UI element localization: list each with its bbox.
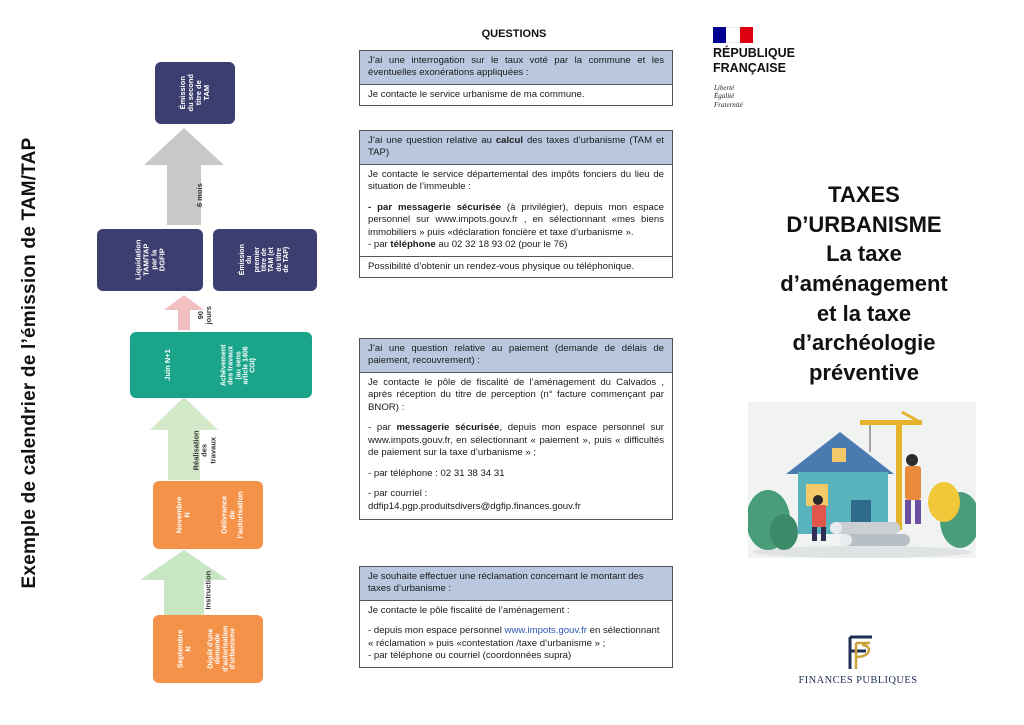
- answer-reclamation-espace-pre: - depuis mon espace personnel: [368, 625, 505, 637]
- block-second-title: [155, 62, 235, 124]
- answer-paiement-courriel-label: - par courriel :: [368, 488, 428, 500]
- block-delivrance-text: Délivrance de l’autorisation: [219, 491, 245, 539]
- answer-calcul-tel-pre: - par: [368, 239, 391, 251]
- answer-paiement-messagerie: [368, 422, 664, 459]
- question-box-reclamation: [359, 566, 673, 668]
- answer-reclamation: [360, 601, 672, 667]
- answer-calcul-telephone: [368, 239, 664, 251]
- block-novembre: [153, 481, 263, 549]
- block-septembre-date: Septembre N: [175, 629, 193, 669]
- question-taux: J’ai une interrogation sur le taux voté par la commune et les éventuelles exonérations appliquées :: [360, 51, 672, 85]
- answer-calcul-msg-bold: - par messagerie sécurisée: [368, 201, 501, 213]
- title-line3: La taxe: [826, 241, 902, 267]
- answer-paiement-msg-bold: messagerie sécurisée: [396, 422, 500, 434]
- answer-calcul-msg-text: (à privilégier), depuis mon espace personnel sur www.impots.gouv.fr , en sélectionnant «mes biens immobiliers » puis «déclaration foncière et taxe d’urbanisme ».: [368, 201, 664, 238]
- title-line1: TAXES: [828, 182, 900, 207]
- question-calcul: [360, 131, 672, 165]
- document-title: [745, 180, 983, 388]
- answer-paiement-courriel-address: ddfip14.pgp.produitsdivers@dgfip.finances.gouv.fr: [368, 500, 581, 512]
- answer-calcul-tel-bold: téléphone: [390, 239, 436, 251]
- answer-reclamation-intro: Je contacte le pôle fiscalité de l’aménagement :: [368, 604, 570, 616]
- label-instruction-text: Instruction: [202, 570, 212, 610]
- republique-line2: FRANÇAISE: [713, 61, 786, 75]
- title-line2: D’URBANISME: [786, 211, 942, 237]
- question-box-paiement: [359, 338, 673, 520]
- republic-motto: [714, 84, 743, 109]
- title-line4: d’aménagement: [780, 271, 948, 297]
- republique-francaise: [713, 46, 795, 76]
- title-line6: d’archéologie: [792, 330, 936, 356]
- block-juin-date: Juin N+1: [162, 349, 172, 381]
- label-6-mois: [170, 170, 230, 220]
- answer-reclamation-telephone: - par téléphone ou courriel (coordonnées supra): [368, 650, 572, 662]
- answer-calcul-tel-post: au 02 32 18 93 02 (pour le 76): [435, 239, 568, 251]
- question-box-taux: [359, 50, 673, 106]
- answer-paiement: [360, 373, 672, 519]
- questions-heading: QUESTIONS: [481, 28, 547, 40]
- title-line5: et la taxe: [816, 300, 912, 326]
- question-paiement: J’ai une question relative au paiement (demande de délais de paiement, recouvrement) :: [360, 339, 672, 373]
- block-achevement-text: Achèvement des travaux (au sens article 1406 CGI): [220, 344, 257, 386]
- block-novembre-date: Novembre N: [174, 496, 192, 534]
- republique-line1: RÉPUBLIQUE: [713, 46, 795, 60]
- house-construction-illustration: [748, 402, 976, 558]
- question-calcul-bold: calcul: [495, 135, 524, 146]
- question-reclamation: Je souhaite effectuer une réclamation concernant le montant des taxes d’urbanisme :: [360, 567, 672, 601]
- label-realisation-text: Réalisation des travaux: [191, 429, 218, 471]
- block-second-title-text: Émission du second titre de TAM: [178, 74, 211, 112]
- answer-reclamation-espace: [368, 625, 664, 650]
- block-depot-text: Dépôt d'une demande d'autorisation d'urbanisme: [207, 626, 237, 672]
- motto-liberte: Liberté: [714, 84, 735, 92]
- answer-calcul-intro: Je contacte le service départemental des impôts fonciers du lieu de situation de l’immeuble :: [368, 168, 664, 193]
- block-liquidation-text: Liquidation TAM/TAP par la DGFIP: [133, 239, 166, 281]
- answer-paiement-msg-post: , depuis mon espace personnel sur www.impots.gouv.fr, en sélectionnant « paiement », puis « difficultés de paiement sur la taxe d’urbanisme » ;: [368, 422, 664, 459]
- label-90-jours: [185, 300, 225, 330]
- motto-egalite: Égalité: [714, 92, 735, 101]
- answer-paiement-msg-pre: - par: [368, 422, 397, 434]
- answer-paiement-intro: Je contacte le pôle de fiscalité de l’aménagement du Calvados , après réception du titre de perception (n° facture commençant par BNOR) :: [368, 376, 664, 413]
- label-instruction: [178, 565, 238, 615]
- vertical-title: Exemple de calendrier de l’émission de TAM/TAP: [19, 137, 40, 589]
- question-calcul-post: des taxes d’urbanisme (TAM et TAP): [368, 135, 664, 159]
- motto-fraternite: Fraternité: [714, 100, 743, 109]
- finances-publiques-logo-icon: [842, 633, 878, 673]
- answer-reclamation-espace-post: en sélectionnant « réclamation » puis «contestation /taxe d’urbanisme » ;: [368, 625, 660, 649]
- block-liquidation: [97, 229, 203, 291]
- finances-publiques-label: FINANCES PUBLIQUES: [798, 675, 918, 686]
- question-calcul-pre: J’ai une question relative au: [368, 135, 496, 146]
- label-90-jours-text: 90 jours: [195, 305, 213, 325]
- answer-calcul-rdv: Possibilité d’obtenir un rendez-vous physique ou téléphonique.: [368, 260, 635, 272]
- answer-calcul: [360, 165, 672, 257]
- answer-paiement-telephone: - par téléphone : 02 31 38 34 31: [368, 467, 505, 479]
- block-first-title-text: Émission du premier titre de TAM (et du titre de TAP): [239, 244, 291, 276]
- title-line7: préventive: [808, 360, 920, 386]
- answer-taux: Je contacte le service urbanisme de ma commune.: [368, 88, 585, 100]
- impots-gouv-link[interactable]: www.impots.gouv.fr: [504, 625, 587, 637]
- answer-calcul-messagerie: [368, 202, 664, 239]
- label-6-mois-text: 6 mois: [194, 183, 204, 207]
- block-septembre: [153, 615, 263, 683]
- block-juin: [130, 332, 312, 398]
- question-box-calcul: [359, 130, 673, 278]
- french-flag-logo: [713, 27, 753, 43]
- label-realisation: [175, 425, 235, 475]
- block-first-title: [213, 229, 317, 291]
- answer-paiement-courriel: [368, 488, 664, 513]
